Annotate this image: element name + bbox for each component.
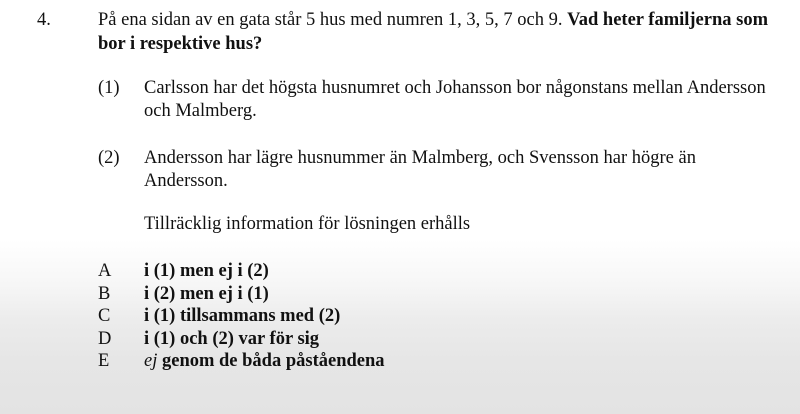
statement-1-line-2: och Malmberg.: [144, 101, 257, 121]
statement-2-label: (2): [98, 148, 120, 168]
statement-2-line-2: Andersson.: [144, 171, 228, 191]
option-d-letter: D: [98, 329, 112, 349]
option-e-letter: E: [98, 351, 110, 371]
option-c-letter: C: [98, 306, 111, 326]
option-a-letter: A: [98, 261, 112, 281]
option-b-letter: B: [98, 284, 111, 304]
option-b-text: i (2) men ej i (1): [144, 284, 269, 304]
option-e-italic: ej: [144, 351, 158, 371]
statement-1-label: (1): [98, 78, 120, 98]
question-text-bold: Vad heter familjerna som: [567, 10, 768, 30]
question-text-plain: På ena sidan av en gata står 5 hus med numren 1, 3, 5, 7 och 9.: [98, 10, 568, 30]
option-d-text: i (1) och (2) var för sig: [144, 329, 320, 349]
question-line-2: bor i respektive hus?: [98, 34, 263, 54]
question-number: 4.: [37, 10, 51, 30]
option-a-text: i (1) men ej i (2): [144, 261, 269, 281]
statement-1-line-1: Carlsson har det högsta husnumret och Johansson bor någonstans mellan Andersson: [144, 78, 766, 98]
sufficiency-prompt: Tillräcklig information för lösningen erhålls: [144, 214, 471, 234]
question-line-1: [98, 8, 768, 32]
statement-2-line-1: Andersson har lägre husnummer än Malmberg, och Svensson har högre än: [144, 148, 696, 168]
option-e-text: [144, 349, 385, 373]
option-e-bold: genom de båda påståendena: [157, 351, 385, 371]
option-c-text: i (1) tillsammans med (2): [144, 306, 341, 326]
